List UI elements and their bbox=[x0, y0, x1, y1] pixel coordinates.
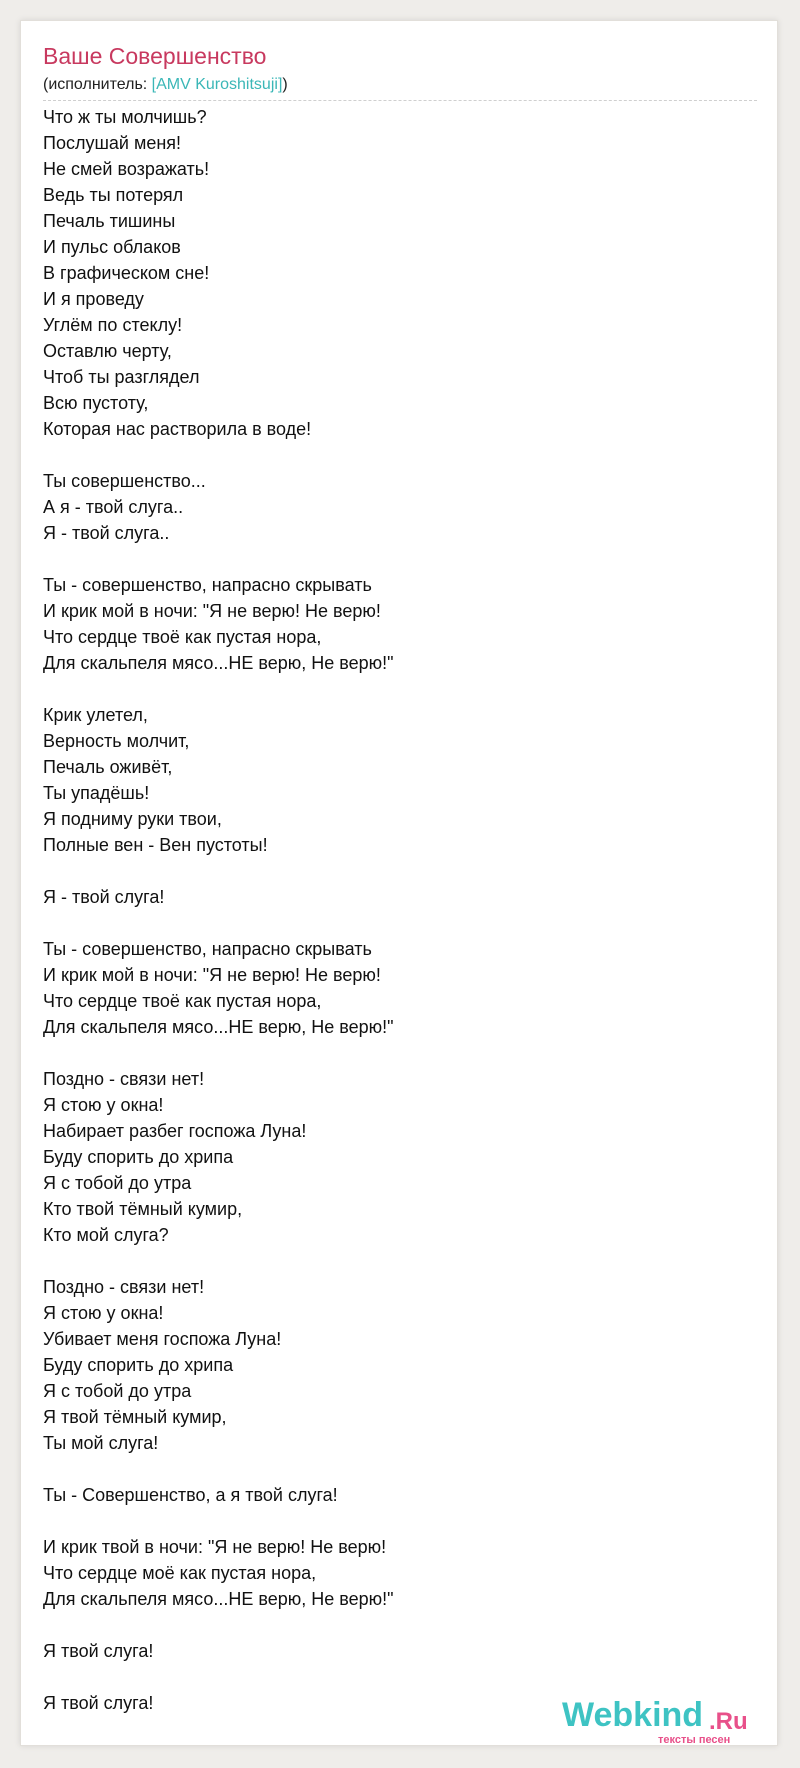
lyric-line: Что сердце твоё как пустая нора, bbox=[43, 991, 322, 1011]
lyric-line: Ты упадёшь! bbox=[43, 783, 150, 803]
stanza-break bbox=[43, 1248, 743, 1274]
lyric-line: Я твой тёмный кумир, bbox=[43, 1407, 227, 1427]
lyrics-body bbox=[43, 104, 743, 1716]
lyric-line: Я с тобой до утра bbox=[43, 1381, 192, 1401]
lyric-line: Поздно - связи нет! bbox=[43, 1277, 205, 1297]
lyric-line: Ведь ты потерял bbox=[43, 185, 184, 205]
stanza-break bbox=[43, 1664, 743, 1690]
artist-link[interactable]: [AMV Kuroshitsuji] bbox=[151, 76, 283, 93]
lyric-line: Ты - совершенство, напрасно скрывать bbox=[43, 575, 372, 595]
lyric-line: Верность молчит, bbox=[43, 731, 190, 751]
lyric-line: Буду спорить до хрипа bbox=[43, 1355, 234, 1375]
lyric-line: И крик мой в ночи: "Я не верю! Не верю! bbox=[43, 965, 381, 985]
lyric-line: Послушай меня! bbox=[43, 133, 182, 153]
header-divider bbox=[43, 100, 757, 101]
lyrics-card bbox=[20, 20, 778, 1746]
lyric-line: Всю пустоту, bbox=[43, 393, 149, 413]
lyric-line: Я стою у окна! bbox=[43, 1303, 164, 1323]
lyric-line: Что ж ты молчишь? bbox=[43, 107, 207, 127]
lyric-line: Которая нас растворила в воде! bbox=[43, 419, 312, 439]
lyric-line: Для скальпеля мясо...НЕ верю, Не верю!" bbox=[43, 653, 394, 673]
lyric-line: Не смей возражать! bbox=[43, 159, 210, 179]
lyric-line: Я твой слуга! bbox=[43, 1693, 154, 1713]
lyric-line: Что сердце твоё как пустая нора, bbox=[43, 627, 322, 647]
lyric-line: Ты - Совершенство, а я твой слуга! bbox=[43, 1485, 338, 1505]
logo-suffix: .Ru bbox=[709, 1708, 748, 1735]
byline-prefix: (исполнитель: bbox=[43, 76, 152, 93]
lyric-line: Печаль тишины bbox=[43, 211, 176, 231]
stanza-break bbox=[43, 1456, 743, 1482]
lyric-line: В графическом сне! bbox=[43, 263, 210, 283]
lyric-line: Ты - совершенство, напрасно скрывать bbox=[43, 939, 372, 959]
performer-byline bbox=[43, 76, 288, 94]
lyric-line: Буду спорить до хрипа bbox=[43, 1147, 234, 1167]
stanza-break bbox=[43, 910, 743, 936]
lyric-line: Крик улетел, bbox=[43, 705, 148, 725]
stanza-break bbox=[43, 1040, 743, 1066]
lyric-line: Я - твой слуга.. bbox=[43, 523, 170, 543]
lyric-line: Я с тобой до утра bbox=[43, 1173, 192, 1193]
logo-tagline: тексты песен bbox=[658, 1734, 731, 1746]
stanza-break bbox=[43, 676, 743, 702]
lyric-line: И пульс облаков bbox=[43, 237, 181, 257]
stanza-break bbox=[43, 1508, 743, 1534]
lyric-line: Ты мой слуга! bbox=[43, 1433, 159, 1453]
lyric-line: Ты совершенство... bbox=[43, 471, 206, 491]
lyric-line: Чтоб ты разглядел bbox=[43, 367, 200, 387]
lyric-line: Поздно - связи нет! bbox=[43, 1069, 205, 1089]
lyric-line: Для скальпеля мясо...НЕ верю, Не верю!" bbox=[43, 1589, 394, 1609]
stanza-break bbox=[43, 546, 743, 572]
lyric-line: Кто мой слуга? bbox=[43, 1225, 169, 1245]
song-title: Ваше Совершенство bbox=[43, 43, 267, 69]
site-logo[interactable] bbox=[562, 1696, 762, 1746]
byline-suffix: ) bbox=[282, 76, 288, 93]
lyric-line: И крик твой в ночи: "Я не верю! Не верю! bbox=[43, 1537, 387, 1557]
stanza-break bbox=[43, 1612, 743, 1638]
lyric-line: Полные вен - Вен пустоты! bbox=[43, 835, 268, 855]
lyric-line: Я твой слуга! bbox=[43, 1641, 154, 1661]
lyric-line: Набирает разбег госпожа Луна! bbox=[43, 1121, 307, 1141]
lyric-line: Оставлю черту, bbox=[43, 341, 172, 361]
lyric-line: Я стою у окна! bbox=[43, 1095, 164, 1115]
lyric-line: Что сердце моё как пустая нора, bbox=[43, 1563, 317, 1583]
logo-wordmark: Webkind bbox=[562, 1696, 704, 1734]
lyric-line: И крик мой в ночи: "Я не верю! Не верю! bbox=[43, 601, 381, 621]
lyric-line: Убивает меня госпожа Луна! bbox=[43, 1329, 282, 1349]
lyric-line: И я проведу bbox=[43, 289, 144, 309]
lyric-line: Кто твой тёмный кумир, bbox=[43, 1199, 243, 1219]
stanza-break bbox=[43, 858, 743, 884]
stanza-break bbox=[43, 442, 743, 468]
lyric-line: Я подниму руки твои, bbox=[43, 809, 222, 829]
lyric-line: Я - твой слуга! bbox=[43, 887, 165, 907]
lyric-line: Для скальпеля мясо...НЕ верю, Не верю!" bbox=[43, 1017, 394, 1037]
lyric-line: Печаль оживёт, bbox=[43, 757, 173, 777]
lyric-line: А я - твой слуга.. bbox=[43, 497, 184, 517]
lyric-line: Углём по стеклу! bbox=[43, 315, 183, 335]
